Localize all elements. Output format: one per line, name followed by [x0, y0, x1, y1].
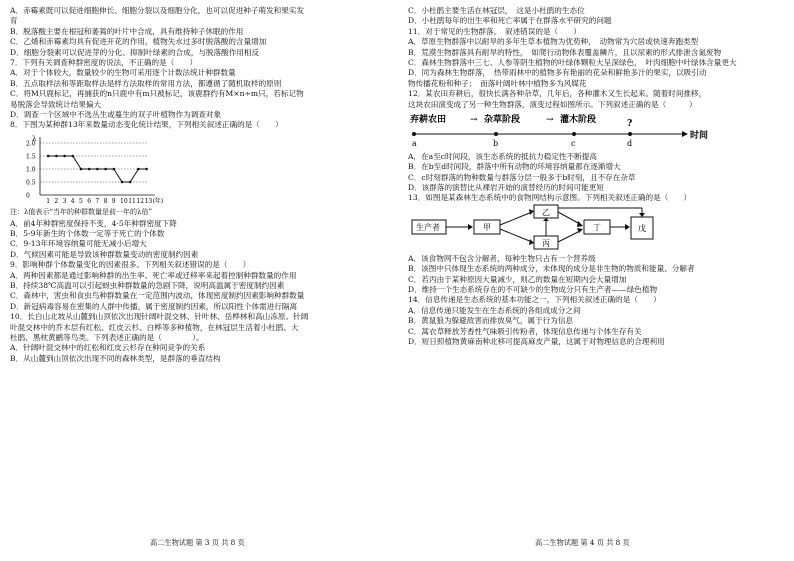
point-d: d — [627, 138, 633, 148]
text-line: B．从山麓到山顶依次出现不同的森林类型，是群落的垂直结构 — [10, 353, 221, 363]
x-tick-label: 8 — [103, 197, 108, 205]
edge-jia-bing — [500, 229, 532, 242]
lambda-point — [63, 154, 66, 157]
lambda-chart-figure — [10, 131, 388, 219]
text-line: B．持续38℃高温可以引起蚜虫种群数量的急剧下降，说明高温属于密度制约因素 — [10, 281, 285, 291]
text-line: A．两种因素都是通过影响种群的出生率、死亡率或迁移率来起着控制种群数量的作用 — [10, 270, 297, 280]
text-line: D．维持一个生态系统存在的不可缺少的生物成分只有生产者——绿色植物 — [408, 285, 658, 295]
x-tick-label: 13 — [144, 197, 153, 205]
text-line: B．在b至d时间段，群落中所有动物的环境容纳量都在逐渐增大 — [408, 162, 621, 172]
text-line: 11．对于常见的生物群落， 叙述错误的是（ ） — [408, 26, 581, 36]
node-jia: 甲 — [483, 222, 491, 232]
y-tick-label: 0.5 — [26, 179, 36, 187]
text-line: D．调查一个区域中不选丛生或蔓生的双子叶植物作为调查对象 — [10, 109, 222, 119]
text-line: C．c时刻群落的物种数量与群落分层一般多于b时刻，且不存在杂草 — [408, 172, 636, 182]
left-text-block-2 — [10, 219, 388, 364]
text-line: A．赤霉素既可以促进细胞伸长、细胞分裂以及细胞分化，也可以促进种子萌发和果实发 — [10, 6, 305, 15]
x-tick-label: 5 — [79, 197, 83, 205]
edge-jia-yi — [500, 212, 532, 225]
left-text-block-1 — [10, 6, 388, 131]
lambda-point — [137, 167, 140, 170]
y-tick-label: 2.0 — [26, 140, 36, 148]
question-mark: ? — [627, 118, 633, 129]
edge-bing-ding — [558, 231, 580, 242]
lambda-point — [47, 154, 50, 157]
lambda-point — [129, 180, 132, 183]
point-a-dot — [412, 132, 416, 136]
node-bing: 丙 — [542, 238, 550, 248]
text-line: 7．下列有关调查种群密度的说法，不正确的是（ ） — [10, 57, 198, 67]
stage-arrow-2: → — [546, 114, 554, 125]
lambda-point — [72, 154, 75, 157]
point-c-dot — [572, 132, 576, 136]
lambda-chart — [14, 133, 214, 209]
text-line: A．信息传递只能发生在生态系统的各组成成分之间 — [408, 305, 581, 315]
text-line: D．同为森林生物群落， 热带雨林中的植物多有艳丽的花朵和鲜艳多汁的果实，以吸引动 — [408, 68, 707, 78]
text-line: C．森林中，害虫和食虫鸟种群数量在一定范围内波动，体现密度制约因素影响种群数量 — [10, 291, 305, 301]
stage-arrow-1: → — [470, 114, 478, 125]
lambda-point — [145, 167, 148, 170]
text-line: 12．某农田弃耕后，很快长满各种杂草，几年后，各种灌木又生长起来。随着时间推移， — [408, 89, 707, 99]
text-line: 9．影响种群个体数量变化的因素很多。下列相关叙述错误的是（ ） — [10, 260, 251, 270]
lambda-point — [104, 167, 107, 170]
text-line: D．短日照植物黄麻南种北移可提高麻皮产量，这属于对物理信息的合理利用 — [408, 336, 665, 346]
y-tick-label: 1.5 — [26, 153, 36, 161]
node-wu: 戊 — [638, 223, 646, 233]
text-line: B．五点取样法和等距取样法是样方法取样的常用方法，都遵循了随机取样的原则 — [10, 78, 282, 88]
y-tick-label: 1.0 — [26, 166, 36, 174]
text-line: B．荒漠生物群落具有耐旱的特性， 如爬行动物体表覆盖鳞片，且以尿素的形式排泄含氮废物 — [408, 47, 722, 57]
right-text-block-1 — [408, 6, 786, 110]
page-footer-left: 高二生物试题 第 3 页 共 8 页 — [150, 538, 245, 547]
lambda-point — [88, 167, 91, 170]
text-line: A．针阔叶混交林中的红松和红皮云杉存在种间竞争的关系 — [10, 343, 206, 353]
succession-diagram — [408, 110, 786, 152]
x-tick-label: 2 — [54, 197, 59, 205]
text-line: B．黄鼠狼为躲避敌害而排放臭气，属于行为信息 — [408, 316, 574, 326]
x-tick-label: 6 — [87, 197, 92, 205]
y-axis-label: λ — [32, 134, 37, 143]
arrowhead — [639, 213, 645, 217]
right-text-block-3 — [408, 254, 786, 348]
text-line: A．草原生物群落中以耐旱的多年生草本植物为优势种， 动物常为穴居或快速奔跑类型 — [408, 37, 699, 47]
point-b: b — [493, 138, 499, 148]
point-d-dot — [628, 132, 632, 136]
text-line: B．脱落酸主要在根冠和萎蔫的叶片中合成，具有维持种子休眠的作用 — [10, 26, 244, 36]
text-line: D．该群落的演替比从裸岩开始的演替经历的时间可能更短 — [408, 183, 604, 193]
text-line: 杜鹃、黑枕黄鹂等鸟类。下列表述正确的是（ ）。 — [10, 332, 204, 342]
x-tick-label: 10 — [120, 197, 128, 205]
text-line: C．森林生物群落中三七、人参等阴生植物的叶绿体颗粒大呈深绿色， 叶肉细胞中叶绿体含量更大 — [408, 57, 737, 67]
text-line: C．蒿衣草释放芳香性气味吸引传粉者，体现信息传递与个体生存有关 — [408, 326, 642, 336]
x-tick-label: 1 — [46, 197, 51, 205]
text-line: A．该食物网不包含分解者，每种生物只占有一个营养级 — [408, 253, 596, 263]
x-tick-label: 9 — [111, 197, 116, 205]
x-tick-label: 11 — [128, 197, 136, 205]
stage-1: 弃耕农田 — [410, 114, 447, 125]
text-line: D．新冠病毒容易在密集的人群中传播，属于密度制约因素，所以阳性个体需进行隔离 — [10, 301, 298, 311]
text-line: 物传播花粉和种子； 而落叶阔叶林中植物多为风媒花 — [408, 78, 587, 88]
stage-2: 灌木阶段 — [560, 114, 597, 125]
lambda-point — [55, 154, 58, 157]
arrowhead — [625, 224, 630, 230]
text-line: D．气候因素可能是导致该种群数量变动的密度制约因素 — [10, 249, 199, 259]
arrowhead — [529, 239, 534, 245]
y-tick-label: 0 — [26, 192, 30, 200]
x-tick-label: 7 — [95, 197, 100, 205]
food-web-diagram — [408, 204, 786, 254]
point-c: c — [571, 138, 576, 148]
node-yi: 乙 — [542, 207, 550, 217]
node-ding: 丁 — [593, 222, 601, 232]
text-line: C．乙烯和赤霉素均具有促进开花的作用，植物失水过多时脱落酸的含量增加 — [10, 37, 267, 47]
right-text-block-2 — [408, 152, 786, 204]
node-producer: 生产者 — [416, 222, 440, 232]
text-line: C．将M只鹿标记，再捕获的n只鹿中有m只被标记，该鹿群约有M×n÷m只，若标记物 — [10, 89, 304, 99]
text-line: 叶混交林中的乔木层有红松、红皮云杉、白桦等多种植物，在林冠层生活着小杜鹃、大 — [10, 322, 299, 332]
text-line: 13．如图是某森林生态系统中的食物网结构示意图。下列相关叙述正确的是（ ） — [408, 193, 692, 203]
text-line: B．该图中只体现生态系统的两种成分，未体现的成分是非生物的物质和能量、分解者 — [408, 264, 695, 274]
text-line: D．小杜鹃每年的出生率和死亡率属于在群落水平研究的问题 — [408, 16, 612, 26]
x-tick-label: 12 — [136, 197, 145, 205]
text-line: A．对于个体较大，数量较少的生物可采用逐个计数法统计种群数量 — [10, 68, 236, 78]
x-axis-unit: (年) — [152, 197, 164, 205]
arrowhead — [468, 224, 473, 230]
x-tick-label: 4 — [70, 197, 75, 205]
chart-note: 注：λ值表示“当年的种群数量是前一年的λ倍” — [10, 207, 153, 216]
time-axis-label: 时间 — [690, 130, 709, 141]
lambda-point — [80, 167, 83, 170]
arrowhead — [577, 221, 583, 227]
point-a: a — [412, 138, 417, 148]
text-line: C．9-13年环境容纳量可能无减小后增大 — [10, 239, 147, 249]
text-line: B．5-9年新生的个体数一定等于死亡的个体数 — [10, 229, 165, 239]
text-line: A．在a至c时间段，该生态系统的抵抗力稳定性不断提高 — [408, 151, 597, 161]
text-line: 育 — [10, 16, 18, 26]
lambda-point — [121, 180, 124, 183]
x-tick-label: 3 — [62, 197, 67, 205]
text-line: 易脱落会导致统计结果偏大 — [10, 99, 102, 109]
left-column — [10, 6, 388, 364]
edge-yi-ding — [558, 212, 580, 224]
arrowhead — [529, 209, 534, 215]
text-line: D．细胞分裂素可以促进芽的分化、抑制叶绿素的合成，与脱落酸作用相反 — [10, 47, 260, 57]
point-b-dot — [494, 132, 498, 136]
text-line: 8．下图为某种群13年来数量动态变化统计结果，下列相关叙述正确的是（ ） — [10, 120, 283, 130]
time-axis-arrow — [682, 131, 688, 137]
text-line: 10．长白山北坡从山麓到山顶依次出现针阔叶混交林、针叶林、岳桦林和高山冻原。针阔 — [10, 312, 309, 322]
lambda-point — [96, 167, 99, 170]
page-footer-right: 高二生物试题 第 4 页 共 8 页 — [535, 538, 630, 547]
text-line: 14．信息传递是生态系统的基本功能之一，下列相关叙述正确的是（ ） — [408, 295, 661, 305]
stage-mid: 杂草阶段 — [484, 114, 521, 125]
text-line: C．小杜鹃主要生活在林冠层， 这是小杜鹃的生态位 — [408, 6, 585, 15]
text-line: C．若丙由于某种原因大量减少，则乙的数量在短期内会大量增加 — [408, 274, 627, 284]
lambda-point — [113, 167, 116, 170]
right-column — [408, 6, 786, 347]
text-line: A．前4年种群密度保持不变，4-5年种群密度下降 — [10, 218, 177, 228]
text-line: 这块农田演变成了另一种生物群落，演变过程如图所示。下列叙述正确的是（ ） — [408, 99, 697, 109]
